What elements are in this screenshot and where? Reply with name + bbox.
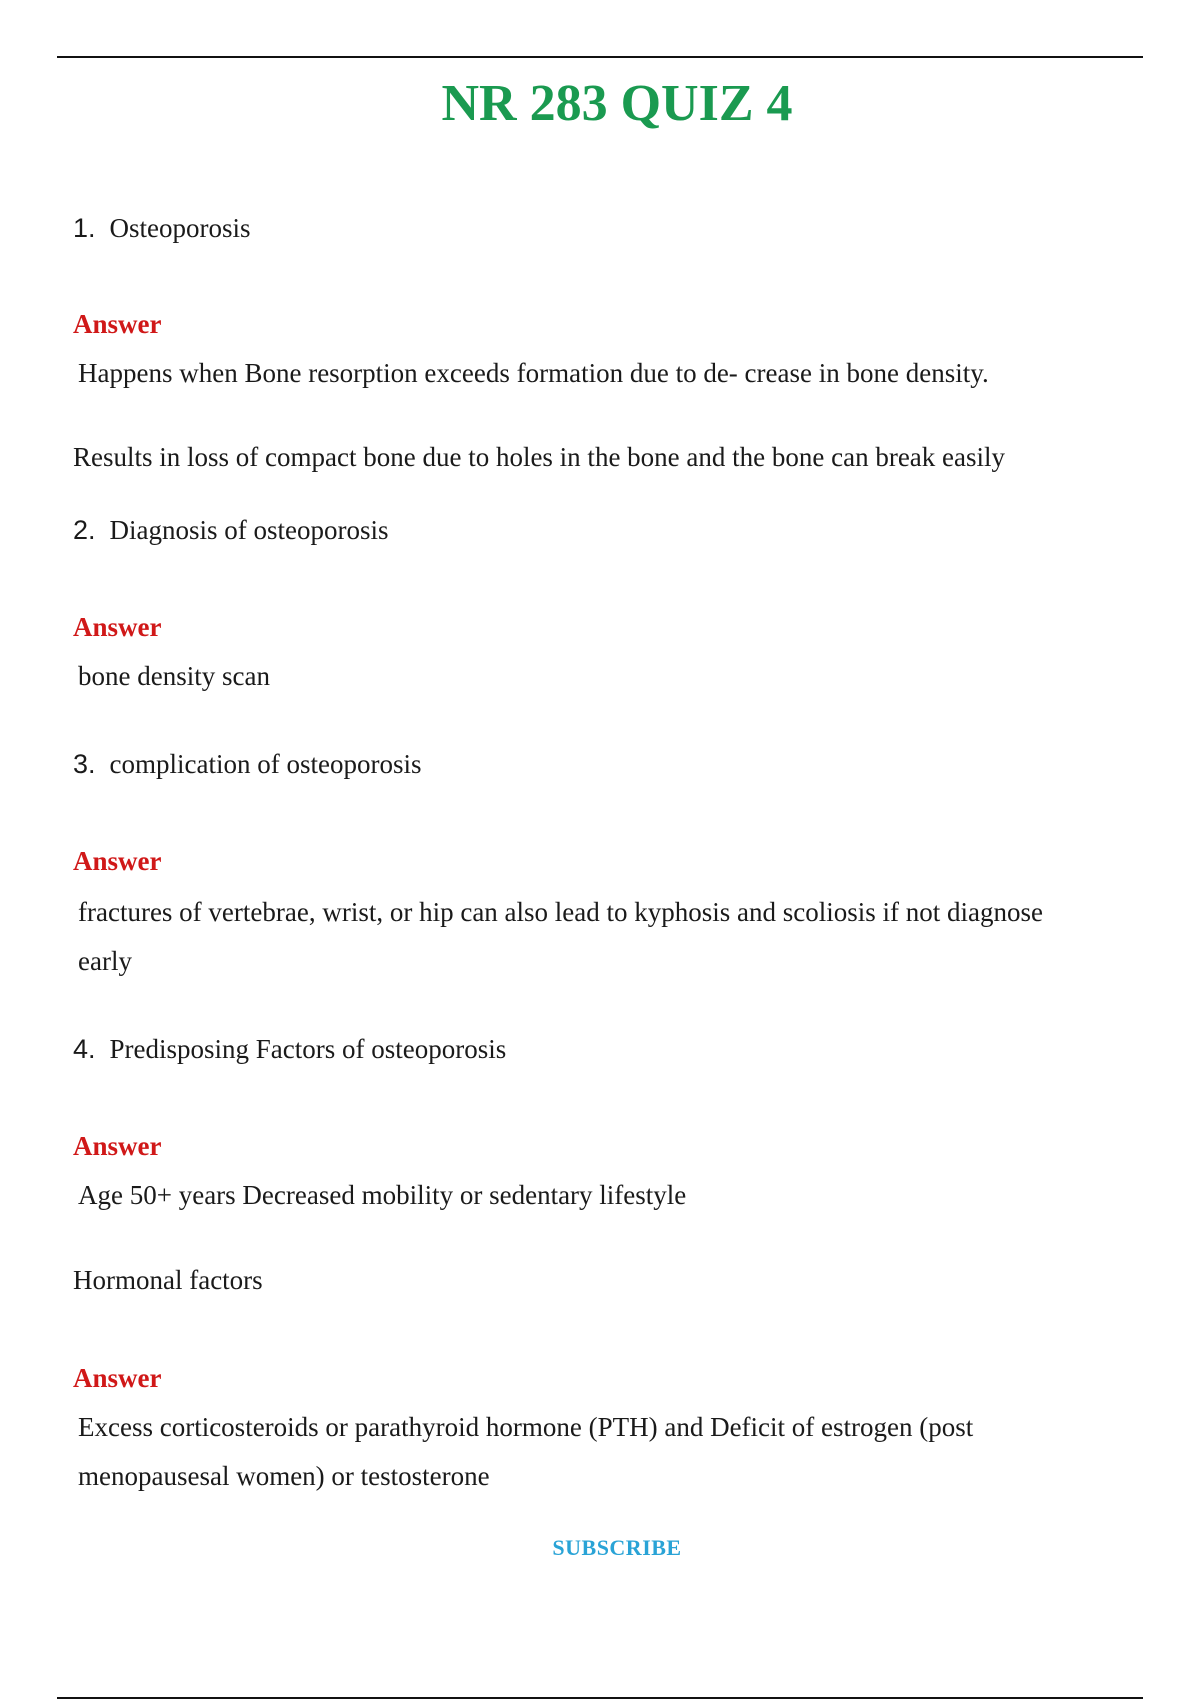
- question-1: [73, 210, 251, 246]
- subscribe-link[interactable]: SUBSCRIBE: [552, 1535, 682, 1560]
- answer-label: Answer: [73, 846, 162, 876]
- question-number: 4.: [73, 1034, 96, 1064]
- question-3: [73, 746, 421, 782]
- page-title: NR 283 QUIZ 4: [441, 75, 793, 132]
- question-number: 1.: [73, 213, 96, 243]
- question-text: complication of osteoporosis: [109, 749, 422, 779]
- question-text: Osteoporosis: [109, 213, 251, 243]
- question-2: [73, 512, 389, 548]
- question-number: 2.: [73, 515, 96, 545]
- answer-label: Answer: [73, 612, 162, 642]
- answer-text: Excess corticosteroids or parathyroid hormone (PTH) and Deficit of estrogen (post menopausesal women) or testosterone: [78, 1412, 974, 1491]
- top-rule: [57, 56, 1143, 58]
- question-text: Predisposing Factors of osteoporosis: [109, 1034, 507, 1064]
- question-text: Diagnosis of osteoporosis: [109, 515, 389, 545]
- answer-label: Answer: [73, 1363, 162, 1393]
- answer-text: Age 50+ years Decreased mobility or sedentary lifestyle: [78, 1180, 687, 1210]
- answer-label: Answer: [73, 309, 162, 339]
- answer-text: Results in loss of compact bone due to holes in the bone and the bone can break easily: [73, 442, 1006, 472]
- bottom-rule: [57, 1697, 1143, 1699]
- question-4: [73, 1031, 506, 1067]
- answer-text: Hormonal factors: [73, 1265, 263, 1295]
- answer-text: fractures of vertebrae, wrist, or hip can also lead to kyphosis and scoliosis if not diagnose early: [78, 897, 1043, 976]
- answer-text: bone density scan: [78, 661, 270, 691]
- answer-text: Happens when Bone resorption exceeds formation due to de- crease in bone density.: [78, 358, 989, 388]
- question-number: 3.: [73, 749, 96, 779]
- answer-label: Answer: [73, 1131, 162, 1161]
